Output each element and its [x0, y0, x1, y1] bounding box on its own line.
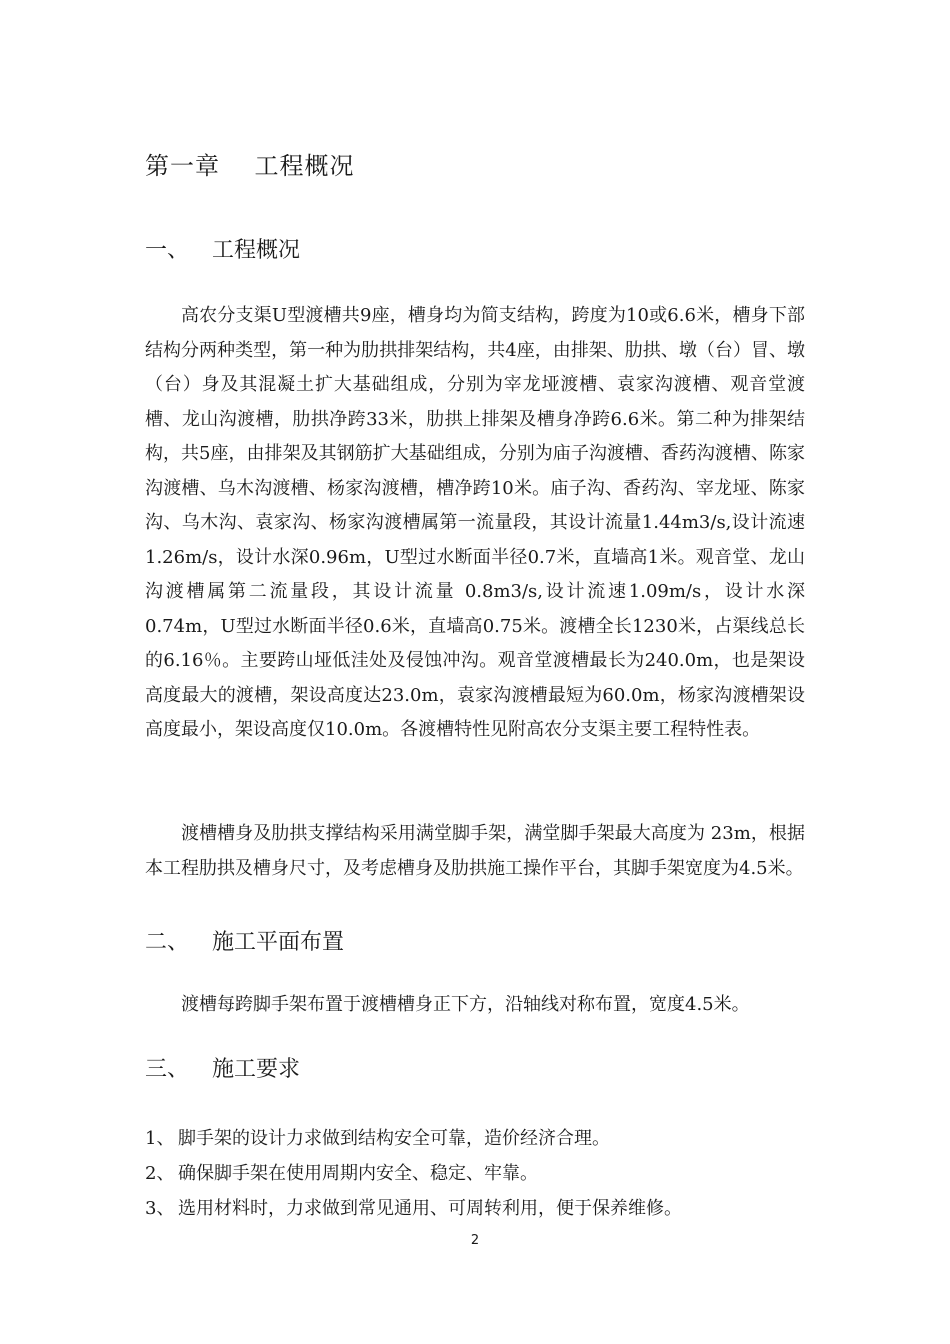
list-item-number: 1、 [145, 1128, 175, 1149]
section-heading-1 [145, 233, 300, 264]
section-title: 施工要求 [212, 1057, 301, 1082]
section-number: 二、 [145, 930, 190, 955]
section-heading-3 [145, 1052, 300, 1083]
paragraph-scaffold: 渡槽槽身及肋拱支撑结构采用满堂脚手架，满堂脚手架最大高度为 23m，根据本工程肋拱及槽身尺寸，及考虑槽身及肋拱施工操作平台，其脚手架宽度为4.5米。 [145, 823, 805, 879]
section-title: 施工平面布置 [212, 930, 345, 955]
page-number: 2 [470, 1233, 480, 1248]
list-item-text: 选用材料时，力求做到常见通用、可周转利用，便于保养维修。 [178, 1198, 682, 1219]
section-number: 三、 [145, 1057, 190, 1082]
paragraph-layout: 渡槽每跨脚手架布置于渡槽槽身正下方，沿轴线对称布置，宽度4.5米。 [181, 994, 750, 1015]
list-item-number: 3、 [145, 1198, 175, 1219]
paragraph-overview: 高农分支渠U型渡槽共9座，槽身均为简支结构，跨度为10或6.6米，槽身下部结构分两种类型，第一种为肋拱排架结构，共4座，由排架、肋拱、墩（台）冒、墩（台）身及其混凝土扩大基础组成，分别为宰龙垭渡槽、袁家沟渡槽、观音堂渡槽、龙山沟渡槽，肋拱净跨33米，肋拱上排架及槽身净跨6.6米。第二种为排架结构，共5座，由排架及其钢筋扩大基础组成，分别为庙子沟渡槽、香药沟渡槽、陈家沟渡槽、乌木沟渡槽、杨家沟渡槽，槽净跨10米。庙子沟、香药沟、宰龙垭、陈家沟、乌木沟、袁家沟、杨家沟渡槽属第一流量段，其设计流量1.44m3/s,设计流速1.26m/s，设计水深0.96m，U型过水断面半径0.7米，直墙高1米。观音堂、龙山沟渡槽属第二流量段，其设计流量 0.8m3/s,设计流速1.09m/s，设计水深0.74m，U型过水断面半径0.6米，直墙高0.75米。渡槽全长1230米，占渠线总长的6.16％。主要跨山垭低洼处及侵蚀冲沟。观音堂渡槽最长为240.0m，也是架设高度最大的渡槽，架设高度达23.0m，袁家沟渡槽最短为60.0m，杨家沟渡槽架设高度最小，架设高度仅10.0m。各渡槽特性见附高农分支渠主要工程特性表。 [145, 305, 805, 740]
section-number: 一、 [145, 238, 190, 263]
list-item [145, 1194, 682, 1220]
list-item [145, 1124, 610, 1150]
list-item [145, 1159, 538, 1185]
list-item-number: 2、 [145, 1163, 175, 1184]
section-heading-2 [145, 925, 344, 956]
chapter-title: 第一章 工程概况 [145, 152, 355, 180]
list-item-text: 确保脚手架在使用周期内安全、稳定、牢靠。 [178, 1163, 538, 1184]
list-item-text: 脚手架的设计力求做到结构安全可靠，造价经济合理。 [178, 1128, 610, 1149]
section-title: 工程概况 [212, 238, 301, 263]
